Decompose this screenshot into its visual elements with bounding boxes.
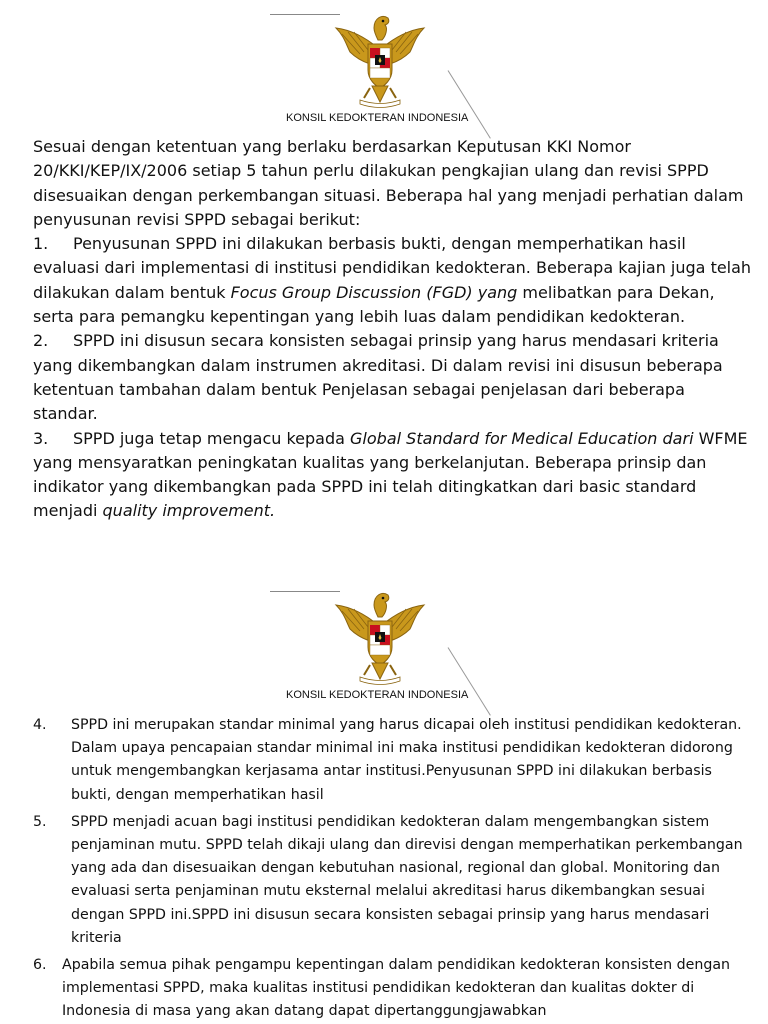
item-text: SPPD juga tetap mengacu kepada	[73, 428, 351, 448]
item-italic-text: Focus Group Discussion (FGD) yang	[230, 282, 518, 302]
item-number: 5.	[33, 813, 47, 830]
emblem-caption: KONSIL KEDOKTERAN INDONESIA	[286, 112, 469, 124]
item-text: SPPD ini merupakan standar minimal yang harus dicapai oleh institusi pendidikan kedokteran. Dalam upaya pencapaian standar minimal ini maka institusi pendidikan kedokteran didorong untuk mengembangkan kerjasama antar institusi.Penyusunan SPPD ini dilakukan berbasis bukti, dengan memperhatikan hasil	[71, 717, 742, 803]
decorative-line	[448, 647, 491, 715]
garuda-pancasila-emblem	[330, 8, 430, 113]
list-item	[33, 427, 753, 524]
emblem-caption: KONSIL KEDOKTERAN INDONESIA	[286, 689, 469, 701]
list-item	[33, 232, 753, 329]
item-number: 6.	[33, 957, 47, 974]
list-item	[33, 954, 753, 1024]
document-section-1	[33, 135, 753, 524]
garuda-pancasila-emblem	[330, 585, 430, 690]
item-number: 3.	[33, 428, 49, 448]
item-number: 1.	[33, 234, 49, 254]
item-text: SPPD menjadi acuan bagi institusi pendidikan kedokteran dalam mengembangkan sistem penjaminan mutu. SPPD telah dikaji ulang dan direvisi dengan memperhatikan perkembangan yang ada dan disesuaikan dengan kebutuhan nasional, regional dan global. Monitoring dan evaluasi serta penjaminan mutu eksternal melalui akreditasi harus dikembangkan sesuai dengan SPPD ini.SPPD ini disusun secara konsisten sebagai prinsip yang harus mendasari kriteria	[71, 813, 743, 946]
list-item	[33, 811, 753, 950]
intro-paragraph: Sesuai dengan ketentuan yang berlaku berdasarkan Keputusan KKI Nomor 20/KKI/KEP/IX/2006 setiap 5 tahun perlu dilakukan pengkajian ulang dan revisi SPPD disesuaikan dengan perkembangan situasi. Beberapa hal yang menjadi perhatian dalam penyusunan revisi SPPD sebagai berikut:	[33, 137, 744, 229]
item-number: 2.	[33, 331, 49, 351]
item-text: SPPD ini disusun secara konsisten sebagai prinsip yang harus mendasari kriteria yang dikembangkan dalam instrumen akreditasi. Di dalam revisi ini disusun beberapa ketentuan tambahan dalam bentuk Penjelasan sebagai penjelasan dari beberapa standar.	[33, 331, 723, 424]
list-item	[33, 714, 753, 807]
kki-emblem-header	[260, 8, 500, 136]
kki-emblem-header	[260, 585, 500, 713]
item-italic-text: quality improvement.	[102, 501, 276, 521]
item-text: melibatkan para Dekan, serta para pemangku kepentingan yang lebih luas dalam pendidikan kedokteran.	[33, 282, 715, 327]
decorative-line	[448, 70, 491, 138]
item-text: WFME yang mensyaratkan peningkatan kualitas yang berkelanjutan. Beberapa prinsip dan indikator yang dikembangkan pada SPPD ini telah ditingkatkan dari basic standard menjadi	[33, 428, 748, 521]
item-number: 4.	[33, 717, 47, 733]
item-text: Apabila semua pihak pengampu kepentingan dalam pendidikan kedokteran konsisten dengan implementasi SPPD, maka kualitas institusi pendidikan kedokteran dan kualitas dokter di Indonesia di masa yang akan datang dapat dipertanggungjawabkan	[62, 957, 731, 1020]
document-section-2	[33, 714, 753, 1024]
item-italic-text: Global Standard for Medical Education dari	[350, 428, 694, 448]
list-item	[33, 329, 753, 426]
item-text: Penyusunan SPPD ini dilakukan berbasis bukti, dengan memperhatikan hasil evaluasi dari implementasi di institusi pendidikan kedokteran. Beberapa kajian juga telah dilakukan dalam bentuk	[33, 234, 752, 302]
